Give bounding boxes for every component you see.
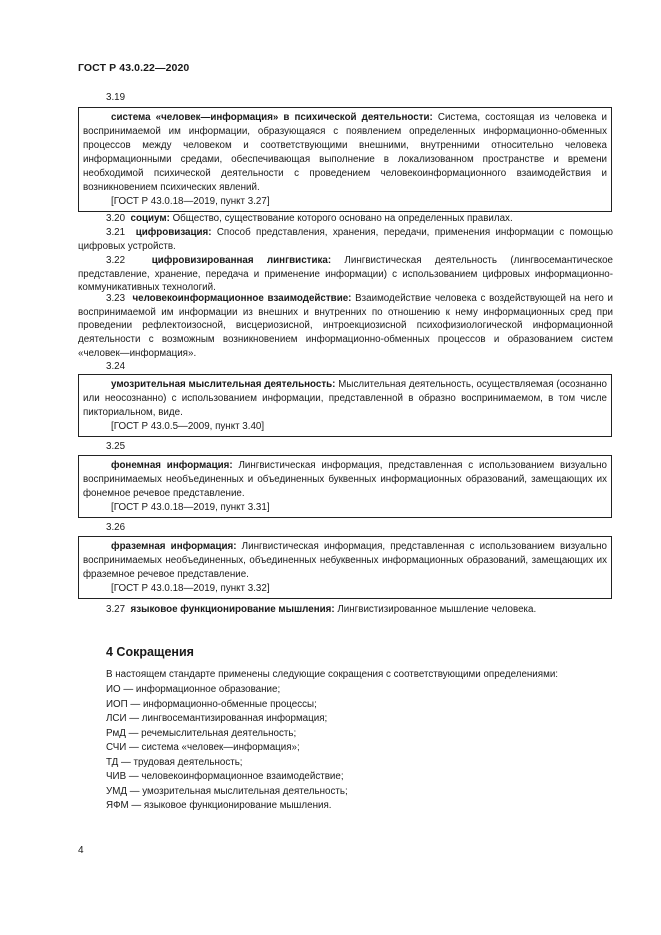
definition-text: Способ представления, хранения, передачи, применения информации с помощью цифровых устройств. [78, 227, 613, 252]
entry-number: 3.21 [106, 227, 126, 238]
definition-text: Мыслительная деятельность, осуществляемая (осознанно или неосознанно) с использованием информации, представленной в образно воспринимаемом, в том числе пикториальном, виде. [83, 379, 607, 418]
entry-number: 3.19 [106, 92, 126, 103]
definition-text: Система, состоящая из человека и воспринимаемой им информации, образующаяся с появлением определенных информационно-обменных процессов между человеком и соответствующими внешними, внутренними относительно человека информационными средами, обеспечивающая выполнение в локализованном пространстве и времени необходимой психической деятельности с проведением человекоинформационного взаимодействия и возникновением психических явлений. [83, 112, 607, 193]
abbreviation-item: ЯФМ — языковое функционирование мышления. [106, 800, 332, 811]
entry-number: 3.24 [106, 361, 126, 372]
definition-text: Общество, существование которого основано на определенных правилах. [169, 213, 513, 224]
abbreviation-item: ТД — трудовая деятельность; [106, 756, 243, 768]
source-reference: [ГОСТ Р 43.0.18—2019, пункт 3.32] [111, 583, 270, 594]
abbreviation-item: РмД — речемыслительная деятельность; [106, 727, 297, 739]
term-name: фонемная информация: [111, 460, 233, 471]
term-box-3-19 [78, 107, 612, 212]
document-header: ГОСТ Р 43.0.22—2020 [78, 62, 190, 74]
entry-number: 3.27 [106, 604, 126, 615]
entry-number: 3.23 [106, 293, 126, 304]
definition-text: Лингвистическая деятельность (лингвосемантическое представление, хранение, передача и применение информации) с использованием цифровых информационно-коммуникативных технологий. [78, 255, 613, 294]
term-name: фраземная информация: [111, 541, 237, 552]
term-name: социум: [130, 213, 170, 224]
source-reference: [ГОСТ Р 43.0.5—2009, пункт 3.40] [111, 421, 265, 432]
term-name: цифровизированная лингвистика: [151, 255, 332, 266]
term-3-21 [78, 226, 613, 253]
entry-number: 3.25 [106, 441, 126, 452]
term-name: система «человек—информация» в психической деятельности: [111, 112, 433, 123]
term-definition [83, 111, 607, 195]
abbreviation-item: ИОП — информационно-обменные процессы; [106, 698, 317, 710]
term-3-20 [78, 212, 613, 226]
abbreviation-item: ИО — информационное образование; [106, 684, 281, 695]
term-name: человекоинформационное взаимодействие: [132, 293, 352, 304]
definition-text: Лингвистизированное мышление человека. [334, 604, 537, 615]
page-number: 4 [78, 845, 84, 856]
entry-number: 3.22 [106, 255, 126, 266]
term-3-22 [78, 254, 613, 295]
term-box-3-26 [78, 536, 612, 599]
term-box-3-24 [78, 374, 612, 437]
term-3-23 [78, 292, 613, 361]
abbreviation-item: ЧИВ — человекоинформационное взаимодействие; [106, 771, 344, 782]
term-definition [83, 540, 607, 582]
term-name: умозрительная мыслительная деятельность: [111, 379, 336, 390]
term-name: языковое функционирование мышления: [130, 604, 335, 615]
abbreviation-item: СЧИ — система «человек—информация»; [106, 742, 300, 753]
definition-text: Взаимодействие человека с воздействующей на него и воспринимаемой им информации из внешних и внутренних по отношению к нему информационных сред при проведении рефлектоизосной, висцериозисной, интроекциозисной психофизиологической информационной деятельности с возможным возникновением информационно-обменных процессов и образованием систем «человек—информация». [78, 293, 613, 359]
entry-number: 3.26 [106, 522, 126, 533]
entry-number: 3.20 [106, 213, 126, 224]
source-reference: [ГОСТ Р 43.0.18—2019, пункт 3.27] [111, 196, 270, 207]
term-name: цифровизация: [135, 227, 212, 238]
term-definition [83, 378, 607, 420]
source-reference: [ГОСТ Р 43.0.18—2019, пункт 3.31] [111, 502, 270, 513]
term-definition [83, 459, 607, 501]
definition-text: Лингвистическая информация, представленная с использованием визуально воспринимаемых необъединенных и объединенных буквенных информационных образований, замещающих их фонемное речевое представление. [83, 460, 607, 499]
abbreviation-item: УМД — умозрительная мыслительная деятельность; [106, 785, 348, 797]
term-3-27 [78, 603, 613, 617]
abbreviation-list [106, 683, 348, 814]
abbreviation-item: ЛСИ — лингвосемантизированная информация; [106, 713, 328, 724]
term-box-3-25 [78, 455, 612, 518]
section-heading: 4 Сокращения [106, 645, 194, 659]
section-intro: В настоящем стандарте применены следующие сокращения с соответствующими определениями: [106, 669, 559, 680]
definition-text: Лингвистическая информация, представленная с использованием визуально воспринимаемых необъединенных, объединенных небуквенных информационных образований, замещающих их фраземное речевое представление. [83, 541, 607, 580]
